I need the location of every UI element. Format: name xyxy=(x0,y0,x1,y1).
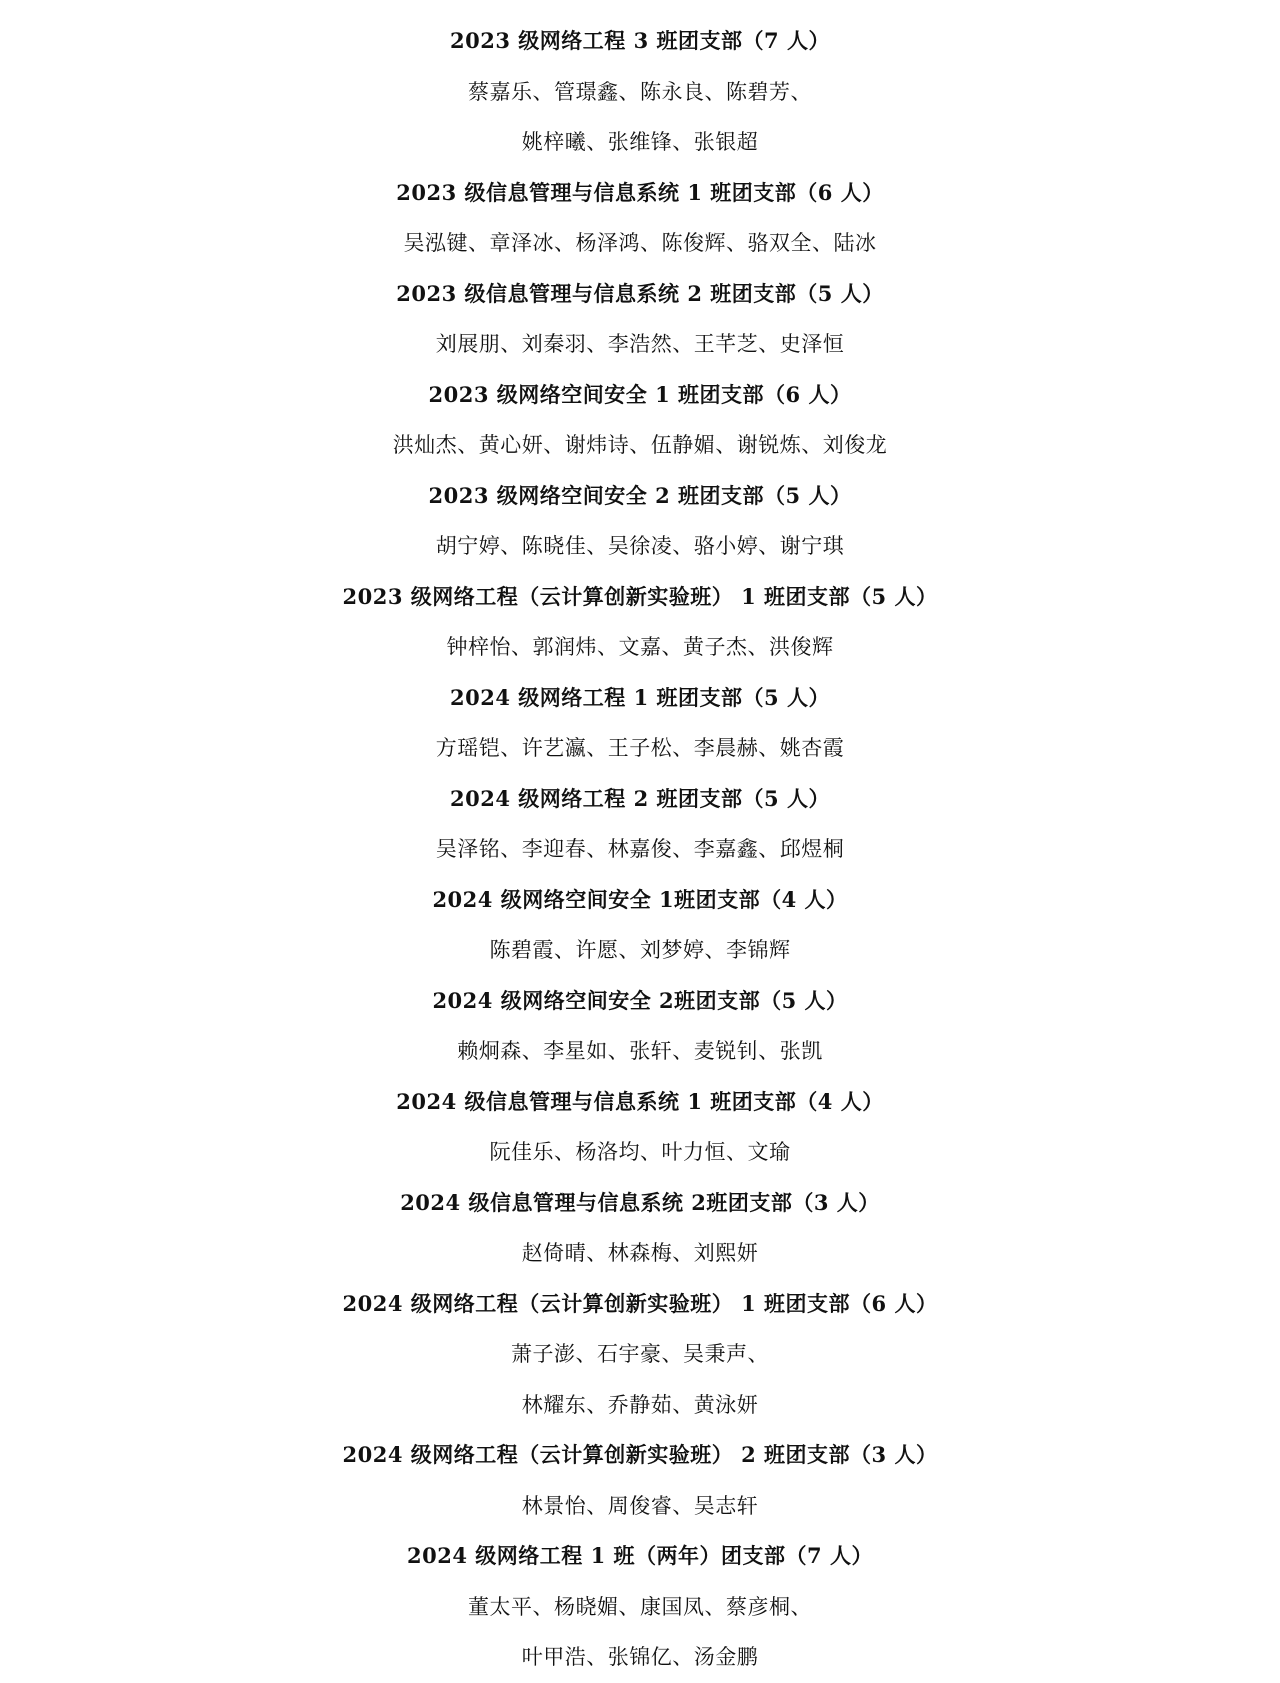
member-names: 萧子澎、石宇豪、吴秉声、 xyxy=(511,1342,769,1366)
member-names: 董太平、杨晓媚、康国凤、蔡彦桐、 xyxy=(468,1594,812,1619)
group-heading: 2024 级信息管理与信息系统 1 班团支部（4 人） xyxy=(396,1088,884,1114)
group xyxy=(0,875,1280,976)
group xyxy=(0,471,1280,572)
group xyxy=(0,1430,1280,1531)
member-names: 赖炯森、李星如、张轩、麦锐钊、张凯 xyxy=(457,1039,823,1063)
group xyxy=(0,774,1280,875)
group xyxy=(0,16,1280,168)
member-names: 陈碧霞、许愿、刘梦婷、李锦辉 xyxy=(489,938,791,962)
group-heading: 2023 级信息管理与信息系统 1 班团支部（6 人） xyxy=(396,179,884,205)
member-names: 林耀东、乔静茹、黄泳妍 xyxy=(521,1392,759,1417)
group-heading: 2024 级网络空间安全 2班团支部（5 人） xyxy=(432,987,848,1013)
group xyxy=(0,673,1280,774)
group-heading: 2024 级网络工程 2 班团支部（5 人） xyxy=(450,785,830,811)
group xyxy=(0,1279,1280,1431)
group-heading: 2023 级网络空间安全 1 班团支部（6 人） xyxy=(428,381,852,407)
member-names: 赵倚晴、林森梅、刘熙妍 xyxy=(521,1241,759,1265)
group xyxy=(0,1077,1280,1178)
member-names: 洪灿杰、黄心妍、谢炜诗、伍静媚、谢锐炼、刘俊龙 xyxy=(392,433,888,457)
member-names: 方瑶铠、许艺瀛、王子松、李晨赫、姚杏霞 xyxy=(435,736,845,760)
group xyxy=(0,1531,1280,1683)
member-names: 钟梓怡、郭润炜、文嘉、黄子杰、洪俊辉 xyxy=(446,635,834,659)
member-names: 林景怡、周俊睿、吴志轩 xyxy=(521,1493,759,1518)
document-page xyxy=(0,16,1280,1683)
group-heading: 2024 级网络工程 1 班（两年）团支部（7 人） xyxy=(407,1543,873,1568)
group xyxy=(0,572,1280,673)
member-names: 阮佳乐、杨洛均、叶力恒、文瑜 xyxy=(489,1140,791,1164)
member-names: 蔡嘉乐、管璟鑫、陈永良、陈碧芳、 xyxy=(468,79,812,104)
member-names: 叶甲浩、张锦亿、汤金鹏 xyxy=(521,1645,759,1669)
group-heading: 2023 级网络空间安全 2 班团支部（5 人） xyxy=(428,482,852,508)
group-heading: 2024 级信息管理与信息系统 2班团支部（3 人） xyxy=(400,1189,880,1215)
member-names: 吴泽铭、李迎春、林嘉俊、李嘉鑫、邱煜桐 xyxy=(435,837,845,861)
group-heading: 2024 级网络工程 1 班团支部（5 人） xyxy=(450,684,830,710)
member-names: 胡宁婷、陈晓佳、吴徐凌、骆小婷、谢宁琪 xyxy=(435,534,845,558)
group-heading: 2023 级网络工程（云计算创新实验班） 1 班团支部（5 人） xyxy=(342,583,938,609)
group-heading: 2023 级信息管理与信息系统 2 班团支部（5 人） xyxy=(396,280,884,306)
group xyxy=(0,976,1280,1077)
group-heading: 2023 级网络工程 3 班团支部（7 人） xyxy=(450,28,830,53)
member-names: 姚梓曦、张维锋、张银超 xyxy=(521,130,759,154)
member-names: 刘展朋、刘秦羽、李浩然、王芊芝、史泽恒 xyxy=(435,332,845,356)
group xyxy=(0,269,1280,370)
member-names: 吴泓键、章泽冰、杨泽鸿、陈俊辉、骆双全、陆冰 xyxy=(403,231,877,255)
group xyxy=(0,1178,1280,1279)
group xyxy=(0,370,1280,471)
group-heading: 2024 级网络工程（云计算创新实验班） 1 班团支部（6 人） xyxy=(342,1290,938,1316)
group-heading: 2024 级网络工程（云计算创新实验班） 2 班团支部（3 人） xyxy=(342,1442,938,1467)
group-heading: 2024 级网络空间安全 1班团支部（4 人） xyxy=(432,886,848,912)
group xyxy=(0,168,1280,269)
